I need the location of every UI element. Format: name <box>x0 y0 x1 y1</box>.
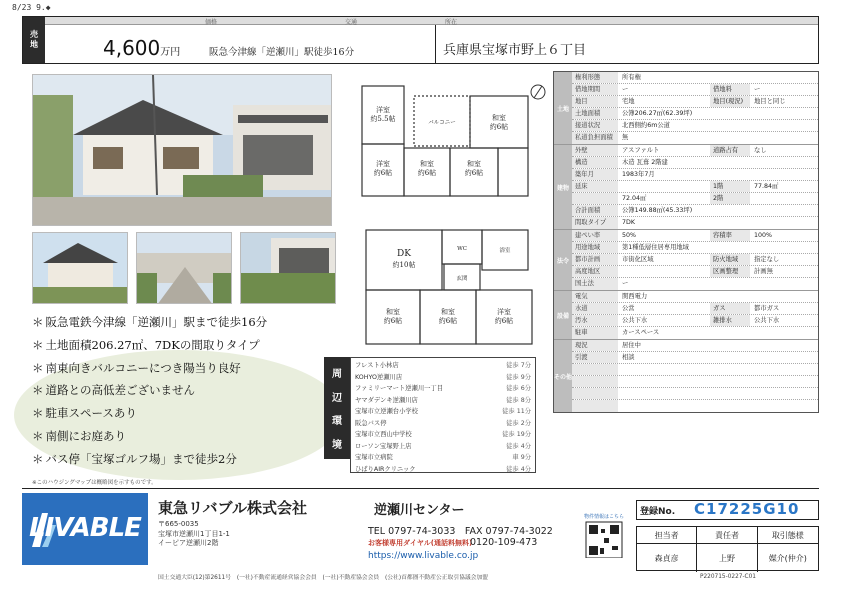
entry-label: 玄関 <box>456 276 468 282</box>
detail-key <box>572 388 618 399</box>
nearby-row: 宝塚市立病院 車 9分 <box>355 454 531 461</box>
staff-header: 取引態様 <box>758 527 818 544</box>
detail-row <box>572 388 818 400</box>
detail-key: 高度地区 <box>572 266 618 277</box>
nearby-facilities <box>350 357 536 473</box>
room-label: 洋室 <box>497 308 511 316</box>
nearby-row: ローソン宝塚野上店 徒歩 4分 <box>355 442 531 450</box>
detail-key: ガス <box>710 303 750 314</box>
branch-name: 逆瀬川センター <box>374 503 465 518</box>
detail-key: 私道負担面積 <box>572 132 618 144</box>
detail-key: 地目 <box>572 96 618 107</box>
compass-icon <box>531 85 545 99</box>
nearby-row: フレスト小林店 徒歩 7分 <box>355 362 531 369</box>
detail-key: 土地面積 <box>572 108 618 119</box>
nearby-tag: 周 辺 環 境 <box>324 357 350 459</box>
detail-row <box>572 278 818 290</box>
detail-value: 公簿149.88㎡(45.33坪) <box>622 207 693 214</box>
detail-value: 公営 <box>622 305 635 312</box>
detail-value: 公簿206.27㎡(62.39坪) <box>622 110 693 117</box>
section-label: 建物 <box>554 145 572 229</box>
section-label: 法令 <box>554 230 572 290</box>
detail-row <box>572 72 818 84</box>
room-size: 約6帖 <box>383 317 403 325</box>
detail-row <box>572 254 818 266</box>
room-size: 約6帖 <box>489 123 509 131</box>
nearby-row: ひばりAIRクリニック 徒歩 4分 <box>355 465 531 473</box>
detail-row <box>572 108 818 120</box>
detail-value <box>618 400 818 412</box>
detail-row <box>572 169 818 181</box>
detail-row <box>572 132 818 144</box>
feature-item: ＊ バス停「宝塚ゴルフ場」まで徒歩2分 <box>32 448 332 471</box>
detail-row <box>572 364 818 376</box>
detail-value <box>618 388 818 399</box>
room-size: 約6帖 <box>464 169 484 177</box>
detail-key: 区画整理 <box>710 266 750 277</box>
listing-type-badge: 売地 <box>23 17 45 63</box>
room-label: 洋室 <box>376 106 390 114</box>
section-building <box>554 145 818 230</box>
section-label: その他 <box>554 340 572 412</box>
detail-row <box>572 376 818 388</box>
brand-logo <box>22 493 148 565</box>
detail-value: 都市ガス <box>754 305 780 312</box>
detail-value: カースペース <box>622 329 660 336</box>
feature-item: ＊ 駐車スペースあり <box>32 402 332 425</box>
detail-value <box>618 266 710 277</box>
section-facilities <box>554 291 818 340</box>
feature-item: ＊ 道路との高低差ございません <box>32 379 332 402</box>
detail-key: 雑排水 <box>710 315 750 326</box>
detail-key: 借地期間 <box>572 84 618 95</box>
disclaimer: ※このハウジングマップは概略図を示すものです。 <box>32 480 157 486</box>
nearby-row: KOHYO逆瀬川店 徒歩 9分 <box>355 373 531 381</box>
phone-fax: TEL 0797-74-3033 FAX 0797-74-3022 <box>368 526 553 537</box>
detail-key: 合計面積 <box>572 205 618 216</box>
detail-key: 国土法 <box>572 278 618 290</box>
detail-row <box>572 303 818 315</box>
website-link[interactable]: https://www.livable.co.jp <box>368 551 479 561</box>
detail-row <box>572 181 818 193</box>
feature-item: ＊ 阪急電鉄今津線「逆瀬川」駅まで徒歩16分 <box>32 311 332 334</box>
detail-key: 2階 <box>710 193 750 204</box>
feature-item: ＊ 南側にお庭あり <box>32 425 332 448</box>
room-size: 約10帖 <box>392 261 416 269</box>
section-label: 土地 <box>554 72 572 144</box>
detail-value: 第1種低層住居専用地域 <box>622 244 689 251</box>
detail-key: 駐車 <box>572 327 618 339</box>
detail-value: 100% <box>754 232 773 239</box>
free-dial-number: 0120-109-473 <box>470 537 538 548</box>
detail-row <box>572 400 818 412</box>
access-label: 交通 <box>345 19 358 26</box>
staff-value: 媒介(仲介) <box>768 553 807 563</box>
location-label: 所在 <box>445 19 458 26</box>
detail-key: 延床 <box>572 181 618 192</box>
qr-code[interactable] <box>582 513 626 561</box>
company-name: 東急リバブル株式会社 <box>158 499 307 517</box>
detail-key: 用途地域 <box>572 242 618 253</box>
section-land <box>554 72 818 145</box>
detail-key <box>572 376 618 387</box>
detail-key: 建ぺい率 <box>572 230 618 241</box>
print-mark: 8/23 9.◆ <box>12 3 51 12</box>
detail-row <box>572 266 818 278</box>
footer-rule <box>22 488 819 489</box>
feature-list <box>32 311 332 471</box>
company-address: 〒665-0035 宝塚市逆瀬川1丁目1-1 イーピア逆瀬川2階 <box>158 520 230 547</box>
detail-value: 77.84㎡ <box>754 183 779 190</box>
section-regulations <box>554 230 818 291</box>
detail-value: 地目と同じ <box>754 98 786 105</box>
detail-value: ー <box>622 86 629 93</box>
detail-row <box>572 217 818 229</box>
room-size: 約6帖 <box>373 169 393 177</box>
registration-label: 登録No. <box>640 507 676 517</box>
garden-photo <box>240 232 336 304</box>
bath-label: 浴室 <box>499 248 511 254</box>
detail-value: 1983年7月 <box>622 171 655 178</box>
room-size: 約6帖 <box>494 317 514 325</box>
room-label: 和室 <box>492 114 506 122</box>
header-divider <box>435 25 436 63</box>
registration-number: C17225G10 <box>694 500 800 518</box>
room-size: 約6帖 <box>438 317 458 325</box>
detail-value <box>750 193 818 204</box>
detail-row <box>572 291 818 303</box>
room-label: 洋室 <box>376 160 390 168</box>
detail-value: 72.04㎡ <box>622 195 647 202</box>
detail-key: 構造 <box>572 157 618 168</box>
detail-value: 所有権 <box>622 74 641 81</box>
room-label: 和室 <box>467 160 481 168</box>
detail-row <box>572 145 818 157</box>
room-label: 和室 <box>386 308 400 316</box>
detail-value: 7DK <box>622 219 635 226</box>
main-exterior-photo <box>32 74 332 226</box>
nearby-row: 阪急バス停 徒歩 2分 <box>355 419 531 427</box>
detail-row <box>572 242 818 254</box>
detail-key: 接道状況 <box>572 120 618 131</box>
property-address: 兵庫県宝塚市野上６丁目 <box>443 43 587 58</box>
detail-value: 計画無 <box>754 268 773 275</box>
detail-row <box>572 327 818 339</box>
detail-value <box>618 364 818 375</box>
detail-value: ー <box>754 86 761 93</box>
detail-row <box>572 205 818 217</box>
detail-key: 間取タイプ <box>572 217 618 229</box>
feature-item: ＊ 土地面積206.27㎡、7DKの間取りタイプ <box>32 334 332 357</box>
exterior-photo-2 <box>32 232 128 304</box>
detail-row <box>572 230 818 242</box>
brand-logo-text: LIVABLE <box>29 513 141 543</box>
detail-key: 都市計画 <box>572 254 618 265</box>
street-photo <box>136 232 232 304</box>
detail-row <box>572 157 818 169</box>
detail-key: 道路占有 <box>710 145 750 156</box>
detail-value: アスファルト <box>622 147 660 154</box>
detail-key: 引渡 <box>572 352 618 363</box>
nearby-row: 宝塚市立逆瀬台小学校 徒歩 11分 <box>355 408 531 415</box>
detail-key: 汚水 <box>572 315 618 326</box>
room-size: 約5.5帖 <box>370 115 396 123</box>
detail-row <box>572 96 818 108</box>
detail-key: 権利形態 <box>572 72 618 83</box>
room-size: 約6帖 <box>417 169 437 177</box>
staff-table <box>636 526 819 571</box>
detail-key: 水道 <box>572 303 618 314</box>
detail-row <box>572 120 818 132</box>
detail-row <box>572 193 818 205</box>
detail-key: 容積率 <box>710 230 750 241</box>
feature-item: ＊ 南東向きバルコニーにつき陽当り良好 <box>32 357 332 380</box>
staff-header: 担当者 <box>637 527 697 544</box>
room-label: 和室 <box>420 160 434 168</box>
room-label: DK <box>397 249 411 259</box>
license-info: 国土交通大臣(12)第2611号 (一社)不動産流通経営協会会員 (一社)不動産協会会員 (公社)首都圏不動産公正取引協議会加盟 <box>158 575 489 581</box>
detail-key: 1階 <box>710 181 750 192</box>
detail-value: 居住中 <box>622 342 641 349</box>
section-label: 設備 <box>554 291 572 339</box>
detail-value: 市街化区域 <box>622 256 654 263</box>
staff-value: 森貞彦 <box>637 544 697 572</box>
detail-value: 木造 瓦葺 2階建 <box>622 159 668 166</box>
detail-key: 電気 <box>572 291 618 302</box>
detail-value: 公共下水 <box>622 317 648 324</box>
detail-key: 地目(現況) <box>710 96 750 107</box>
detail-value: 北西側約6m公道 <box>622 122 670 129</box>
nearby-row: ヤマダデンキ逆瀬川店 徒歩 8分 <box>355 396 531 404</box>
document-id: P220715-0227-C01 <box>700 574 756 580</box>
free-dial-label: お客様専用ダイヤル(通話料無料) <box>368 539 473 547</box>
detail-key <box>572 400 618 412</box>
detail-value <box>618 376 818 387</box>
detail-value: ー <box>622 280 629 287</box>
detail-value: 公共下水 <box>754 317 780 324</box>
detail-value: 無 <box>622 134 629 141</box>
detail-key: 外壁 <box>572 145 618 156</box>
detail-row <box>572 340 818 352</box>
detail-key <box>572 193 618 204</box>
detail-value: 指定なし <box>754 256 780 263</box>
detail-row <box>572 352 818 364</box>
property-details-table <box>553 71 819 413</box>
wc-label: WC <box>457 246 467 252</box>
price-label: 価格 <box>205 19 218 26</box>
detail-key: 借地料 <box>710 84 750 95</box>
detail-value: 50% <box>622 232 636 239</box>
price: 4,600万円 <box>103 36 181 60</box>
detail-value: 宅地 <box>622 98 635 105</box>
detail-value: 相談 <box>622 354 635 361</box>
floorplan <box>352 78 548 348</box>
qr-code-icon <box>582 520 626 558</box>
detail-row <box>572 315 818 327</box>
nearby-row: ファミリーマート逆瀬川一丁目 徒歩 6分 <box>355 385 531 392</box>
balcony-label: バルコニー <box>428 120 456 126</box>
detail-key: 現況 <box>572 340 618 351</box>
qr-caption: 物件情報はこちら <box>583 514 624 520</box>
staff-value: 上野 <box>697 544 757 572</box>
section-other <box>554 340 818 412</box>
access-info: 阪急今津線「逆瀬川」駅徒歩16分 <box>209 47 355 58</box>
detail-key: 築年月 <box>572 169 618 180</box>
detail-key <box>572 364 618 375</box>
nearby-row: 宝塚市立西山中学校 徒歩 19分 <box>355 431 531 438</box>
detail-value <box>618 181 710 192</box>
detail-row <box>572 84 818 96</box>
header-label-stripe <box>45 17 818 25</box>
listing-header <box>22 16 819 64</box>
room-label: 和室 <box>441 308 455 316</box>
detail-key: 防火地域 <box>710 254 750 265</box>
staff-header: 責任者 <box>697 527 757 544</box>
detail-value: なし <box>754 147 767 154</box>
detail-value: 関西電力 <box>622 293 648 300</box>
